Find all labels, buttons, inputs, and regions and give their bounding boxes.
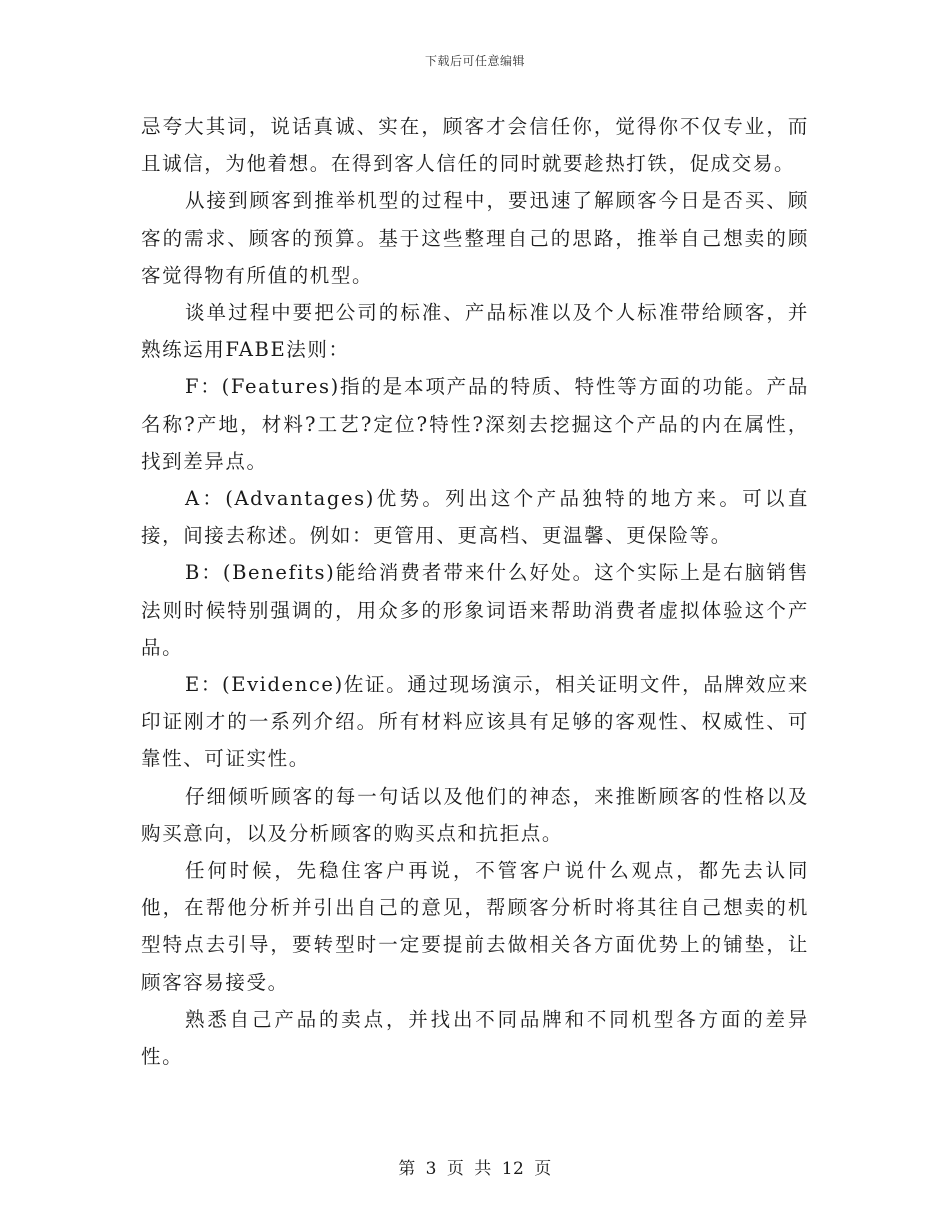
paragraph-8: 仔细倾听顾客的每一句话以及他们的神态，来推断顾客的性格以及购买意向，以及分析顾客的购买点和抗拒点。 bbox=[141, 784, 809, 845]
paragraph-10: 熟悉自己产品的卖点，并找出不同品牌和不同机型各方面的差异性。 bbox=[141, 1007, 809, 1069]
paragraph-features: F：(Features)指的是本项产品的特质、特性等方面的功能。产品名称?产地，材料?工艺?定位?特性?深刻去挖掘这个产品的内在属性，找到差异点。 bbox=[141, 375, 809, 473]
paragraph-advantages: A：(Advantages)优势。列出这个产品独特的地方来。可以直接，间接去称述。例如：更管用、更高档、更温馨、更保险等。 bbox=[141, 487, 809, 548]
page-number: 第 3 页 共 12 页 bbox=[398, 1159, 552, 1179]
document-body bbox=[141, 108, 809, 1075]
paragraph-1: 忌夸大其词，说话真诚、实在，顾客才会信任你，觉得你不仅专业，而且诚信，为他着想。在得到客人信任的同时就要趁热打铁，促成交易。 bbox=[141, 115, 809, 176]
paragraph-2: 从接到顾客到推举机型的过程中，要迅速了解顾客今日是否买、顾客的需求、顾客的预算。基于这些整理自己的思路，推举自己想卖的顾客觉得物有所值的机型。 bbox=[141, 189, 809, 287]
paragraph-3: 谈单过程中要把公司的标准、产品标准以及个人标准带给顾客，并熟练运用FABE法则： bbox=[141, 301, 809, 362]
paragraph-9: 任何时候，先稳住客户再说，不管客户说什么观点，都先去认同他，在帮他分析并引出自己的意见，帮顾客分析时将其往自己想卖的机型特点去引导，要转型时一定要提前去做相关各方面优势上的铺垫，让顾客容易接受。 bbox=[141, 859, 809, 994]
paragraph-benefits: B：(Benefits)能给消费者带来什么好处。这个实际上是右脑销售法则时候特别强调的，用众多的形象词语来帮助消费者虚拟体验这个产品。 bbox=[141, 561, 809, 659]
paragraph-evidence: E：(Evidence)佐证。通过现场演示，相关证明文件，品牌效应来印证刚才的一系列介绍。所有材料应该具有足够的客观性、权威性、可靠性、可证实性。 bbox=[141, 673, 809, 771]
page-header: 下载后可任意编辑 bbox=[424, 54, 525, 68]
